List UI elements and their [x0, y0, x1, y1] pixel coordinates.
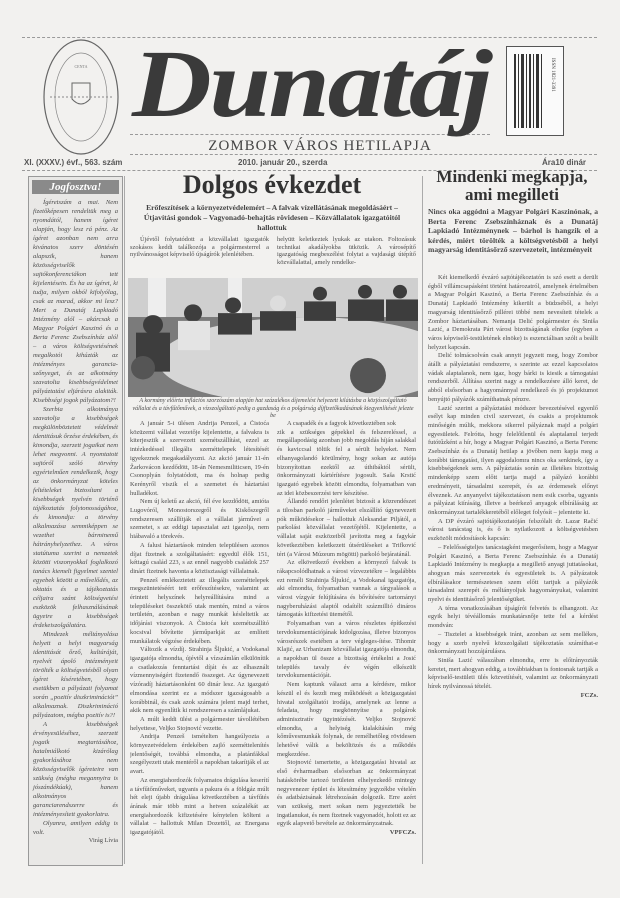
sidebar-paragraph: Szerbia alkotmánya szavatolja a kisebbségek megkülönböztetett védelmét identitásuk őrzése érdekében, és kimondja, szerzett jogaikat nem lehet megvonni. A nyomtatott sajtóról szóló törvény egyértelműen rendelkezik, hogy az önkormányzat köteles feltételeket biztosítani a kisebbségek nyelvén történő tájékoztatás folytonosságához, és kimondja: a törvény alkalmazása semmiképpen se vezethet bárminemű hátrányhelyzethez. A város statútuma szerint a nemzetek közötti viszonyokkal foglalkozó tanács kiemelt figyelmet szentel egyebek között a művelődés, az oktatás és a tájékoztatás céljaira szánt költségvetési eszközök felhasználásának ügyeire a kisebbségek érdekeiszolgálatára. — [33, 406, 118, 629]
article-paragraph: – Tisztelet a kisebbségek iránt, azonban az sem mellékes, hogy a szerb nyelvű közszolgálati tájékoztatás számíthat-e önkormányzati hozzájárulásra. — [428, 630, 598, 656]
article-paragraph: Folyamatban van a város részletes építkezési tervdokumentációjának kidolgozása, illetve bizonyos városrészek esetében a terv végleges-ítése. Tihomir Klajić, az Urbanizam közvállalat igazgatója elmondta, a napokban ül össze a bizottság értékelni a Josić település tavaly év végén elkészült tervdokumentációját. — [277, 620, 416, 680]
newspaper-subtitle: ZOMBOR VÁROS HETILAPJA — [208, 138, 432, 154]
photo-caption: A kormány előírta inflációs szorzószám alapján hat százalékos díjemelést helyezett kilátásba a közjószolgáltató vállalat és a távfűtőművek, a vízszolgáltató pedig a gazdaság és a polgárság díjfizetőkadásának kiegyenlítését jelezte be — [132, 398, 414, 420]
article-paragraph: A január 5-i ülésen Andrija Penzeš, a Čistoća közüzemi vállalat vezetője kijelentette, a falvakra is kiterjesztik a szervezett szemétszállítást, ezzel az intézkedéssel illegális szeméttelepek létesítését igyekeznek megakadályozni. Az akció január 11-én Žarkovácon kezdődött, 18-án Nemesmiliticsen, 19-én Csonoplyán folytatódott, ma és holnap pedig Kerényről viszik el a szemetet és háztartási hulladékot. — [130, 420, 269, 497]
article-paragraph: Az energiahordozók folyamatos drágulása keserítí a távfűtőműveket, ugyanis a pakura és a földgáz múlt hét eleji újabb drágulása következtében a távfűtés árának már több mint a hetven százalékát az energiahordozók kifizetésére kénytelen költeni a vállalat – hallottuk Milan Dozettől, az Energana igazgatójától. — [130, 776, 269, 837]
article-paragraph: Nem új keletű az akció, fél éve kezdődött, amióta Lugovóról, Monostorszegről és Kiskőszegről rendszeresen szállítják el a vállalat járművei a szemetet, s az eddigi tapasztalat azt igazolja, nem hiábavaló a törekvés. — [130, 498, 269, 541]
article-paragraph: Lazić szerint a pályáztatási módszer bevezetésével egyenlő esélyt kap minden civil szervezet, és csakis a projektumok minőségén múlik, mekkora sikerrel pályáznak majd a polgári egyesületek. Felrótta, hogy felelőtlenül és alaptalanul terjedt futótűzként a hír, hogy a Magyar Polgári Kaszinó, a Berta Ferenc Zsebszínház és a Dunatáj hetilap a jövőben nem kapja meg a korábbi támogatást, ilyen aggodalomra nincs oka senkinek, így a kisebbségeknek sem. A pályáztatás során az illetékes bizottság mindenképp szem előtt tartja majd a pályázó korábbi eredményeit, társadalmi szerepét, és az érdemesek előnyt élveznek. Az anyanyelvi tájékoztatáson nem esik csorba, ugyanis a pályázat kiírásáig, illetve a beérkező anyagok elbírálásáig az önkormányzat tartalékkeretéből előleget folyósít – jelentette ki. — [428, 404, 598, 516]
issue-number: XI. (XXXV.) évf., 563. szám — [24, 158, 123, 167]
article-paragraph: A múlt keddi ülést a polgármester távollétében helyettese, Veljko Stojnović vezette. — [130, 715, 269, 732]
sidebar-signature: Virág Lívia — [88, 837, 118, 844]
sidebar-paragraph: Ígéretszám a mai. Nem fizetőképesen rendeltük meg a nyomdától, hanem ígéret alapján, hogy lesz rá pénz. Az ígéret azonban nem arra kivánatos szerv döntésén alapszik, hanem közösségviselők sajtókonferenciákon tett kijelentésein. És ha az ígéret, ki tudja, milyen okból kifolyólag, csak az marad, akkor mi lesz? Mert a Dunatáj Lapkiadó Intézmény alól – akárcsak a Magyar Polgári Kaszinó és a Berta Ferenc Zsebszínház alól – a város költségvetésének megalkotói kihúzták az intézményes garancia-szőnyeget, és az alkotmány szavatolta kisebbségvédelmet pályáztatási eljárásra alakiták. Kisebbségi jogok pályázatom?! — [33, 199, 118, 404]
article-paragraph: Állandó rendőri jelenlétet biztosít a közrendészet a tilosban parkoló járműveket elszállító úgynevezett pók működésekor – hallottuk Aleksandar Piljától, a parkolási közvállalat vezetőjétől. Kijelentette, a vállalat saját eszközeiből javította meg a fagykár következtében keletkezett útsérüléseket a Trifković téri (a Városi Múzeum mögötti) parkoló bejáratánál. — [277, 498, 416, 558]
intro-paragraph: Újévtől folytatódott a közvállalati igazgatók szokásos keddi találkozója a polgármesterrel a nyilvánosságot képviselő újságírók jelenlétében. — [130, 236, 269, 258]
svg-text:CENTA: CENTA — [74, 64, 88, 69]
main-article-body — [130, 420, 416, 862]
price: Ára10 dinár — [542, 158, 587, 167]
article-paragraph: Penzeš emlékeztetett az illegális szeméttelepek megszüntetéséért tett erőfeszítésekre, valamint az érintett helyszínek helyreállítására mind a településeket összekötő utak mentén, mind a város területén, azonban e nagy munkát késleltetik az időjárási viszonyok. A Čistoća két szemétszállító kocsival bővítette járműparkját az említett munkálatok végzése érdekében. — [130, 576, 269, 645]
article-paragraph: Delić tolmácsolván csak annyit jegyzett meg, hogy Zombor átállt a pályáztatási rendszerre, s szerinte az ezzel kapcsolatos vádak alaptalanok, nem igaz, hogy bárki is kiesik a támogatási rendszerből. Állítása szerint nagy a rendelkezésre álló keret, de abból elsősorban a hagyománnyal rendelkező és jó projektumot benyújtó pályázók számíthatnak pénzre. — [428, 352, 598, 403]
editorial-sidebar — [28, 176, 123, 866]
sidebar-title: Jogfosztva! — [32, 180, 119, 194]
intro-paragraph: helyütt keletkeztek lyukak az utakon. Foltozásuk technikai akadályokba ütközik. A városépítő igazgatóság megbeszélést folytat a vajdasági útépítő közvállalattal, amely rendelke- — [277, 236, 416, 266]
article-paragraph: Két kiemelkedő évzáró sajtótájékoztatón is szó esett a derült égből villámcsapásként történt határozatról, amelynek értelmében a Magyar Polgári Kaszinó, a Berta Ferenc Zsebszínház és a Dunatáj Lapkiadó Intézmény kikerült a büdzséből, a helyi magyarság identitásőrző pillérei többé nem nevesített tételek a Zombor háztartásában. Nemanja Delić polgármester és Siniša Lazić, a Demokrata Párt városi bizottságának elnöke (egyben a város képviselő-testületének elnöke) is eszenciálisan szólt a beállt helyzet kapcsán. — [428, 274, 598, 351]
barcode — [506, 46, 564, 136]
article-paragraph: Siniša Lazić válaszában elmondta, erre is előirányozták keretet, mert ahogyan eddig, a továbbiakban is fontosnak tartják a képviselő-testületi ülés közvetítését, valamint az önkormányzati hírek nyilvánossá tételét. — [428, 656, 598, 691]
right-lead: Nincs oka aggódni a Magyar Polgári Kaszinónak, a Berta Ferenc Zsebszínháznak és a Dunatáj Lapkiadó Intézménynek – bárhol is hangzik el a kérdés, miért törölték a költségvetésből a helyi magyarság identitásőrző szervezeteit, intézményeit — [428, 207, 598, 255]
right-headline: Mindenki megkapja, ami megilleti — [436, 167, 588, 204]
article-paragraph: A falusi háztartások minden településen azonos díjat fizetnek a szolgáltatásért: egyedül élők 151, kéttagú család 223, s az ennél nagyobb családok 257 dinárt fizetnek havonta a köztisztasági vállalatnak. — [130, 541, 269, 575]
issn-text: ISSN 1821-3391 — [550, 58, 555, 92]
article-signature: FCZs. — [580, 691, 598, 699]
article-paragraph: – Felelősségteljes tanácstagként megerősítem, hogy a Magyar Polgári Kaszinó, a Berta Ferenc Zsebszínház és a Dunatáj Lapkiadó Intézmény is megkapja a megillető anyagi juttatásokat, ahogyan más szervezetek és egyesületek is. A pályázatok elbírálásakor természetesen szem előtt tartjuk a pályázók társadalmi szerepét és méltányoljuk hagyományukat, valamint nyelvi és identitásőrző jelentőségüket. — [428, 543, 598, 604]
right-article-body — [428, 274, 598, 864]
sidebar-paragraph: Mindezek méltányolása helyett a helyi magyarság identitását őrző, kultúráját, nyelvét ápoló intézményeit törölték a költségvetésből olyan ígéret kíséretében, hogy esetükben a pályázati folyamat során „pozitív diszkriminációt” alkalmaznak. Diszkrimináció pályázatom, mégha pozitív is?! — [33, 631, 118, 719]
main-intro — [130, 236, 416, 266]
main-headline: Dolgos évkezdet — [182, 170, 362, 199]
meeting-photo — [128, 278, 418, 397]
article-paragraph: Stojnović ismertette, a közigazgatási hivatal az első évharmadban elsősorban az önkormányzat hatáskörébe tartozó területen elhelyezkedő mintegy negyvenezer épület és létesítmény jegyzékbe vételén és adatbázisának létrehozásán dolgozik. Erre azért van szükség, mert sokan nem jegyeztették be ingatlanukat, és nem fizetnek vagyonadót, holott ez az egyik alapvető bevétele az önkormányzatnak. — [277, 759, 416, 828]
article-paragraph: A csapadék és a fagyok következtében sok — [287, 420, 396, 427]
sidebar-paragraph: Olyanra, amilyen eddig is volt. — [33, 820, 118, 836]
article-paragraph: Változik a vízdíj. Strahinja Šljukić, a Vodokanal igazgatója elmondta, újévtől a vízszámlán elkülönítik a csatlakozás fenntartási díját és az elhasznált vízmennyiségért fizetendő összeget. Az úgynevezett vízóradíj háztartásonként 60 dinár lesz. Az igazgató elmondása szerint ez a módszer igazságosabb a korábbinál, és csak azok számára jelent majd terhet, akik nem egyenlítik ki rendszeresen a számlájukat. — [130, 646, 269, 715]
article-paragraph: Az elkövetkező években a környező falvak is rákapcsolódhatnak a városi vízvezetékre – legalábbis ezt reméli Strahinja Šljukić, a Vodokanal igazgatója, aki elmondta, folyamatban vannak a tárgyalások a városi vízgyár felújítására és bővítésére tartományi nagyberuházási alaptól odaítélt százmillió dináros támogatás kifizetési ütemétől. — [277, 559, 416, 619]
article-paragraph: A DP évzáró sajtótájékoztatóján felszólalt dr. Lazar Račić városi tanácstag is, és ő is nyilatkozott a költségvetésben eszközölt módosítások kapcsán: — [428, 517, 598, 543]
article-paragraph: Andrija Penzeš ismételten hangsúlyozta a környezetvédelem érdekében zajló szeméttelenítés jelentőségét, továbbá elmondta, a platánfákkal szegélyezett utak mentéről a napokban takarítják el az avart. — [130, 733, 269, 776]
article-paragraph: Nem kaptunk választ arra a kérdésre, mikor készül el és kezdi meg működését a közigazgatási hivatal szolgáltatói irodája, amelynek az lenne a feladata, hogy megkönnyítse a polgárok adminisztratív ügyintézését. Veljko Stojnović elmondta, a helyiség kialakításán még kőművesmunkák folynak, de remélhetőleg rövidesen lehetővé válik a beköltözés és a működés megkezdése. — [277, 681, 416, 758]
article-signature: VPFCZs. — [389, 829, 416, 837]
article-paragraph: A téma vonatkozásában újságírói felvetés is elhangzott. Az egyik helyi tévéállomás munkatársnője tette fel a kérdést mondván: — [428, 604, 598, 630]
issue-date: 2010. január 20., szerda — [238, 158, 328, 167]
article-paragraph: zik a szükséges gépekkel és felszereléssel, a megállapodásig azonban jobb megoldás híján salakkal és kaviccsal töltik fel a sérült helyeket. Nem elhanyagolandó körülmény, hogy sokan az autója bizonyítottan ezektől az úthibáktól sérült, önkormányzati kártérítésre jogosult. Saša Krstić igazgató egyebek között elmondta, folyamatban van az idei közbeszerzési terv készítése. — [277, 428, 416, 497]
sidebar-paragraph: A kisebbségek érvényesüléséhez, szerzett jogaik megtartásához, hatalmiálkotó kizárólag gyakorlásához nem közösségviselők ígéreteire van szükség (mégha megannyira is jószándékúak), hanem alkotmányos garanciarendszerre és intézményesített gyakorlatra. — [33, 721, 118, 818]
newspaper-logo: Dunatáj — [132, 30, 491, 137]
main-subheadline: Erőfeszítések a környezetvédelemért – A falvak vízellátásának megoldásáért – Útjavítási gondok – Vagyonadó-behajtás rövidesen – Közvállalatok igazgatóitól hallottuk — [143, 203, 401, 232]
column-divider — [124, 176, 125, 864]
column-divider — [422, 176, 423, 864]
